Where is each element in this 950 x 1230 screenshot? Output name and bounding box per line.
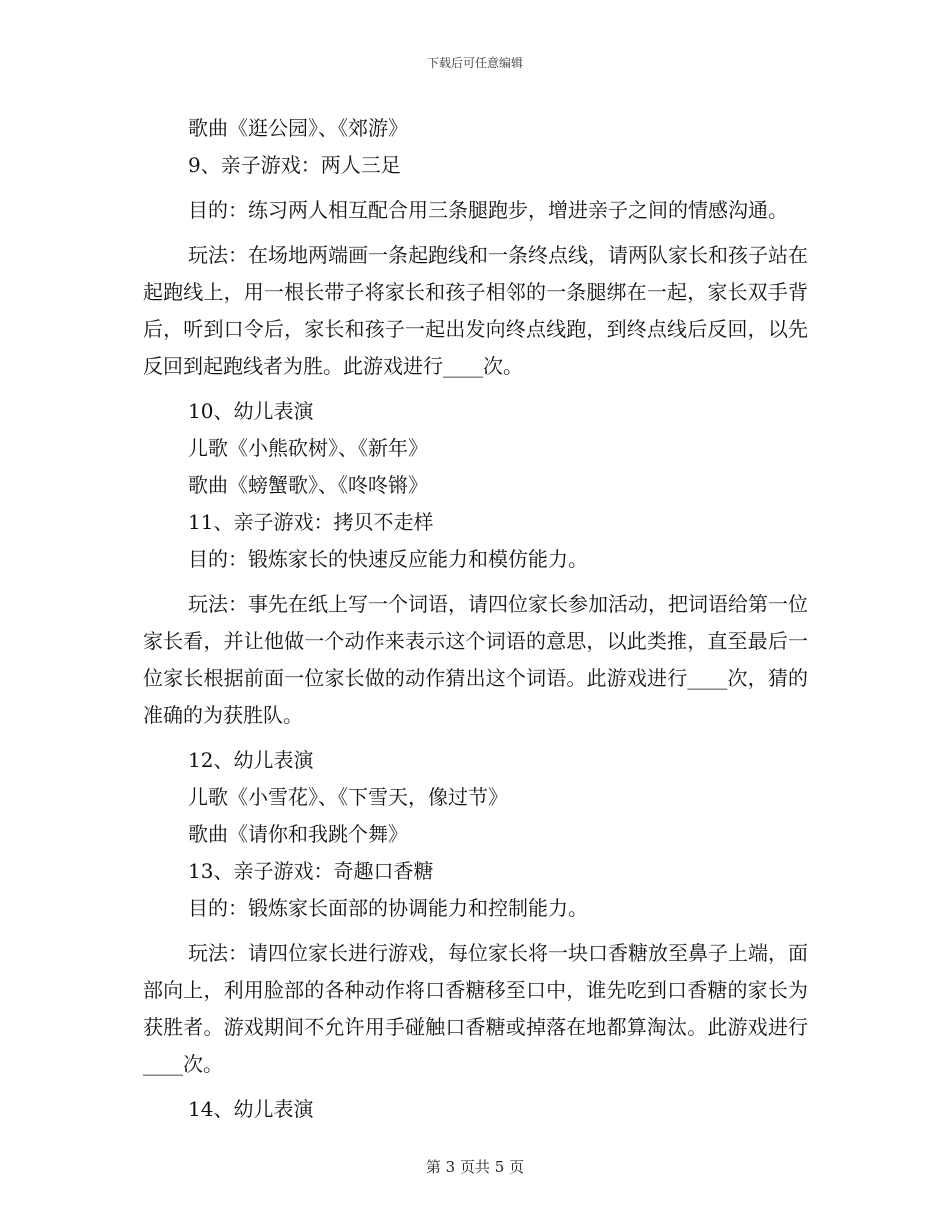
section-heading-11: 11、亲子游戏：拷贝不走样 — [188, 510, 434, 534]
document-body — [143, 110, 808, 1128]
section-heading-14: 14、幼儿表演 — [188, 1097, 314, 1121]
paragraph-rules-11: 玩法：事先在纸上写一个词语，请四位家长参加活动，把词语给第一位家长看，并让他做一个动作来表示这个词语的意思，以此类推，直至最后一位家长根据前面一位家长做的动作猜出这个词语。此游戏进行____次，猜的准确的为获胜队。 — [143, 592, 808, 727]
paragraph-song-list: 歌曲《逛公园》、《郊游》 — [188, 116, 408, 140]
section-heading-12: 12、幼儿表演 — [188, 748, 314, 772]
section-heading-9: 9、亲子游戏：两人三足 — [188, 153, 401, 177]
paragraph-rules-13: 玩法：请四位家长进行游戏，每位家长将一块口香糖放至鼻子上端，面部向上，利用脸部的各种动作将口香糖移至口中，谁先吃到口香糖的家长为获胜者。游戏期间不允许用手碰触口香糖或掉落在地都算淘汰。此游戏进行____次。 — [143, 941, 808, 1076]
page-header: 下载后可任意编辑 — [426, 56, 523, 70]
paragraph-purpose-9: 目的：练习两人相互配合用三条腿跑步，增进亲子之间的情感沟通。 — [188, 198, 788, 222]
paragraph-purpose-13: 目的：锻炼家长面部的协调能力和控制能力。 — [188, 896, 588, 920]
paragraph-rules-9: 玩法：在场地两端画一条起跑线和一条终点线，请两队家长和孩子站在起跑线上，用一根长带子将家长和孩子相邻的一条腿绑在一起，家长双手背后，听到口令后，家长和孩子一起出发向终点线跑，到终点线后反回，以先反回到起跑线者为胜。此游戏进行____次。 — [143, 243, 808, 378]
paragraph-songs-10: 歌曲《螃蟹歌》、《咚咚锵》 — [188, 473, 428, 497]
section-heading-10: 10、幼儿表演 — [188, 399, 314, 423]
paragraph-nursery-rhymes-10: 儿歌《小熊砍树》、《新年》 — [188, 436, 428, 460]
page-footer: 第 3 页共 5 页 — [425, 1158, 525, 1176]
paragraph-purpose-11: 目的：锻炼家长的快速反应能力和模仿能力。 — [188, 547, 588, 571]
paragraph-songs-12: 歌曲《请你和我跳个舞》 — [188, 822, 408, 846]
paragraph-nursery-rhymes-12: 儿歌《小雪花》、《下雪天，像过节》 — [188, 785, 508, 809]
section-heading-13: 13、亲子游戏：奇趣口香糖 — [188, 859, 434, 883]
